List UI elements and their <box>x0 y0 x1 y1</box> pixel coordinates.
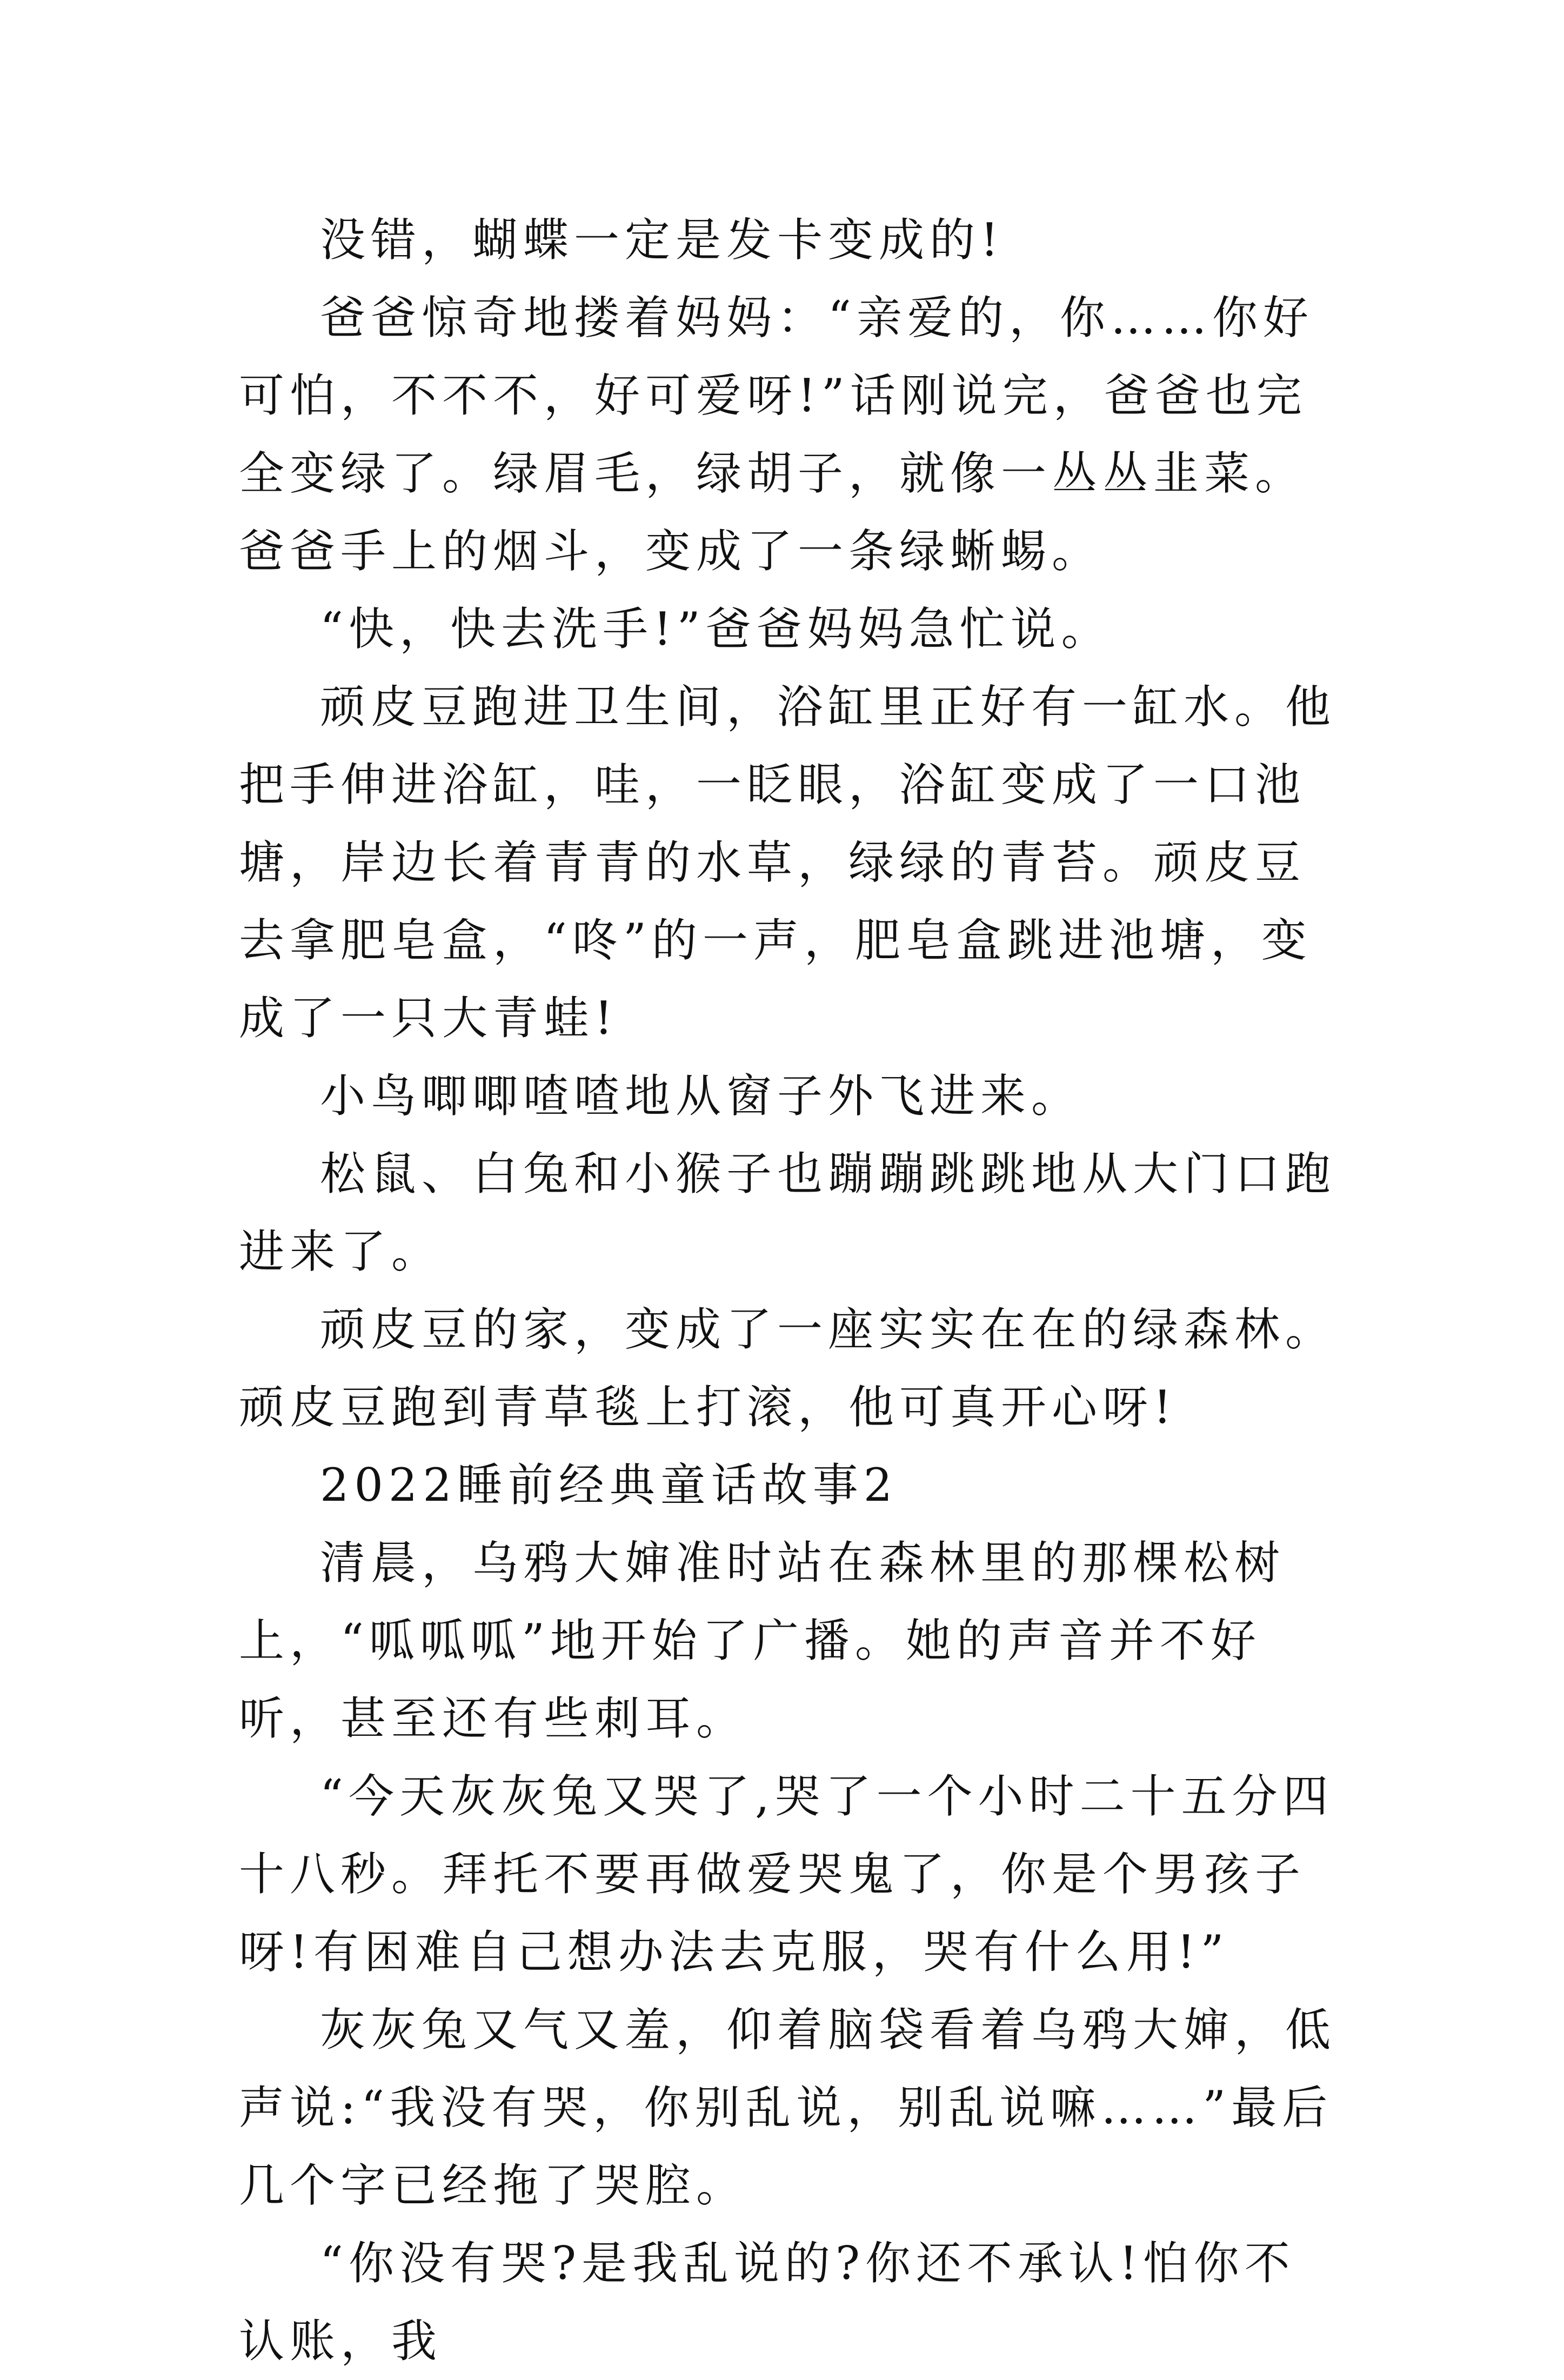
paragraph: 顽皮豆跑进卫生间，浴缸里正好有一缸水。他把手伸进浴缸，哇，一眨眼，浴缸变成了一口池塘，岸边长着青青的水草，绿绿的青苔。顽皮豆去拿肥皂盒，“咚”的一声，肥皂盒跳进池塘，变成了一只大青蛙! <box>239 680 1336 1045</box>
paragraph: 顽皮豆的家，变成了一座实实在在的绿森林。顽皮豆跑到青草毯上打滚，他可真开心呀! <box>239 1303 1336 1434</box>
paragraph: 清晨，乌鸦大婶准时站在森林里的那棵松树上，“呱呱呱”地开始了广播。她的声音并不好听，甚至还有些刺耳。 <box>239 1536 1286 1745</box>
paragraph: 灰灰兔又气又羞，仰着脑袋看着乌鸦大婶，低声说:“我没有哭，你别乱说，别乱说嘛……”最后几个字已经拖了哭腔。 <box>239 2003 1336 2212</box>
paragraph: 没错，蝴蝶一定是发卡变成的! <box>320 213 1004 266</box>
story-text <box>239 201 1336 2380</box>
paragraph: 爸爸惊奇地搂着妈妈：“亲爱的，你……你好可怕，不不不，好可爱呀!”话刚说完，爸爸也完全变绿了。绿眉毛，绿胡子，就像一丛丛韭菜。爸爸手上的烟斗，变成了一条绿蜥蜴。 <box>239 291 1314 578</box>
section-heading: 2022睡前经典童话故事2 <box>320 1459 898 1512</box>
paragraph: 松鼠、白兔和小猴子也蹦蹦跳跳地从大门口跑进来了。 <box>239 1147 1336 1278</box>
paragraph: “你没有哭?是我乱说的?你还不承认!怕你不认账，我 <box>239 2237 1295 2368</box>
paragraph: “今天灰灰兔又哭了,哭了一个小时二十五分四十八秒。拜托不要再做爱哭鬼了，你是个男孩子呀!有困难自己想办法去克服，哭有什么用!” <box>239 1770 1334 1978</box>
paragraph: “快，快去洗手!”爸爸妈妈急忙说。 <box>320 603 1112 656</box>
paragraph: 小鸟唧唧喳喳地从窗子外飞进来。 <box>320 1069 1082 1122</box>
